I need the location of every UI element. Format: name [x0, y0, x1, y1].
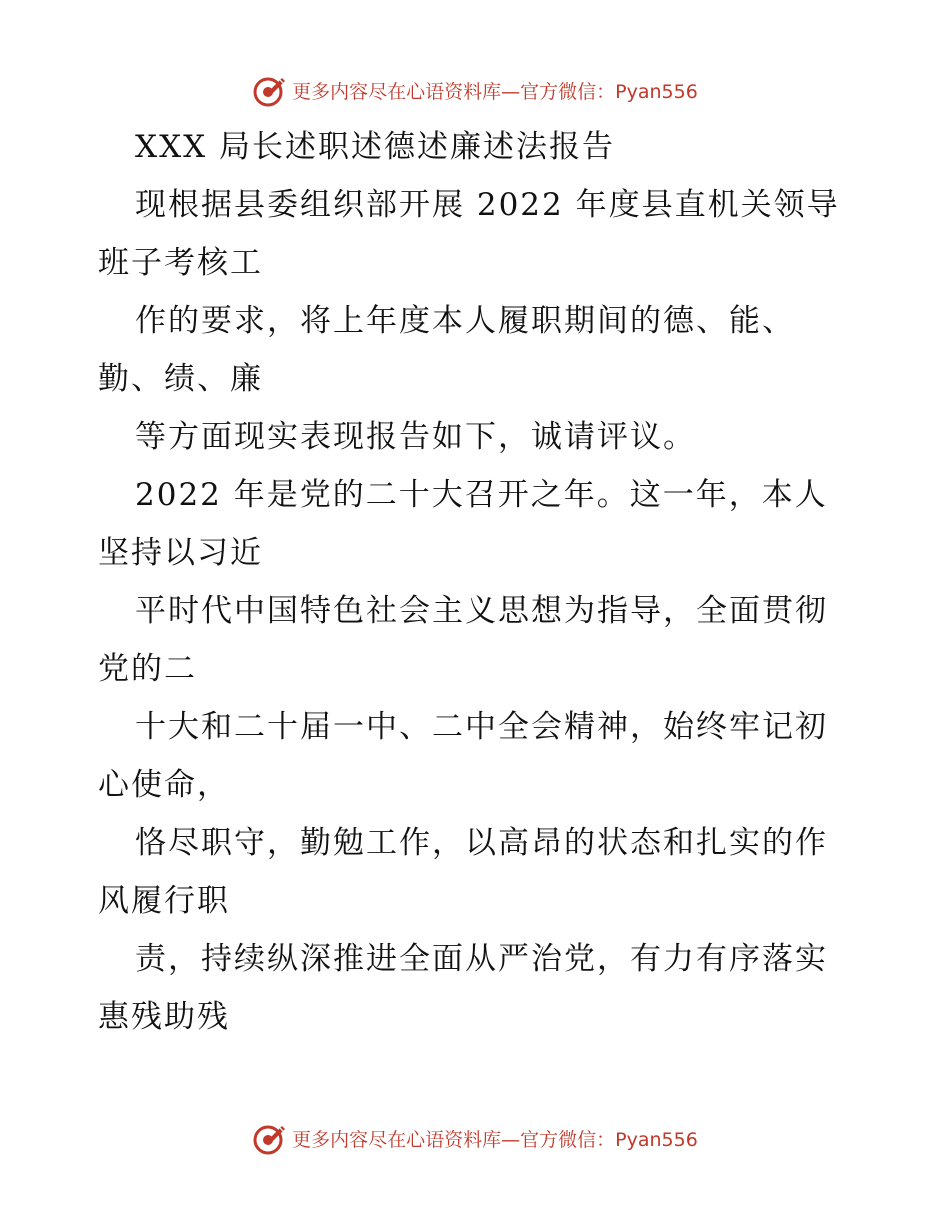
paragraph-line: 现根据县委组织部开展 2022 年度县直机关领导 — [135, 187, 840, 223]
paragraph-line: 作的要求，将上年度本人履职期间的德、能、 — [135, 303, 795, 339]
document-title: XXX 局长述职述德述廉述法报告 — [135, 129, 616, 165]
paragraph-line: 等方面现实表现报告如下，诚请评议。 — [135, 419, 696, 455]
pen-logo-icon — [252, 72, 288, 108]
paragraph-line: 心使命， — [98, 767, 230, 803]
paragraph-line: 恪尽职守，勤勉工作，以高昂的状态和扎实的作 — [135, 825, 828, 861]
paragraph-line: 2022 年是党的二十大召开之年。这一年，本人 — [135, 477, 828, 513]
paragraph-line: 坚持以习近 — [98, 535, 263, 571]
paragraph-line: 班子考核工 — [98, 245, 263, 281]
header-watermark-banner — [0, 70, 950, 110]
paragraph-line: 责，持续纵深推进全面从严治党，有力有序落实 — [135, 941, 828, 977]
paragraph-line: 党的二 — [98, 651, 197, 687]
paragraph-line: 风履行职 — [98, 883, 230, 919]
document-body — [98, 118, 858, 1046]
paragraph-line: 惠残助残 — [98, 999, 230, 1035]
banner-text: 更多内容尽在心语资料库—官方微信：Pyan556 — [292, 80, 698, 103]
paragraph-line: 勤、绩、廉 — [98, 361, 263, 397]
paragraph-line: 平时代中国特色社会主义思想为指导，全面贯彻 — [135, 593, 828, 629]
paragraph-line: 十大和二十届一中、二中全会精神，始终牢记初 — [135, 709, 828, 745]
banner-text: 更多内容尽在心语资料库—官方微信：Pyan556 — [292, 1128, 698, 1151]
footer-watermark-banner — [0, 1118, 950, 1158]
pen-logo-icon — [252, 1120, 288, 1156]
